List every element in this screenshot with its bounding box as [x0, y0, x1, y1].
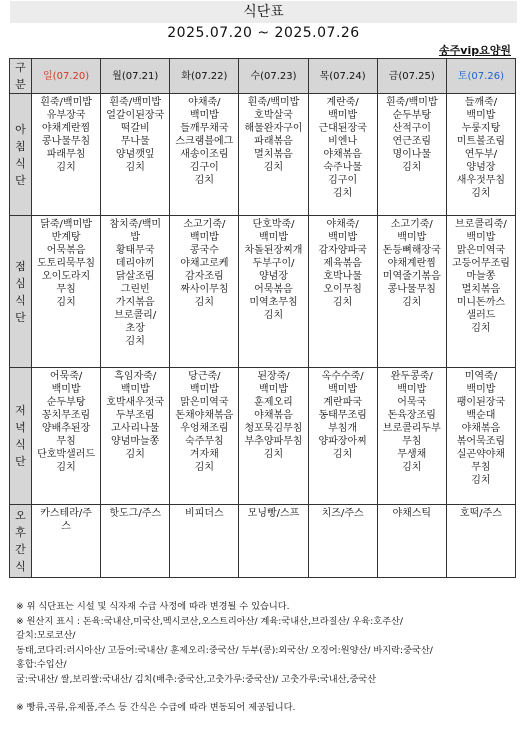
- menu-item: 당근죽/: [188, 371, 221, 382]
- menu-item: 김치: [125, 336, 145, 347]
- menu-item: 흰죽/백미밥: [247, 97, 300, 108]
- menu-item: 연두부/: [464, 149, 498, 160]
- menu-item: 비엔나: [328, 136, 358, 147]
- menu-item: 볶어묵조림: [456, 436, 506, 447]
- day-header-wed: [239, 59, 308, 94]
- menu-item: 데리야끼: [115, 258, 155, 269]
- menu-item: 브로콜리죽/: [455, 219, 507, 230]
- menu-item: 백미밥: [259, 232, 288, 243]
- menu-item: 닭죽/백미밥: [40, 219, 92, 230]
- menu-item: 미역줄기볶음: [382, 271, 441, 282]
- menu-cell: [32, 94, 101, 216]
- menu-cell: [239, 368, 308, 505]
- meal-row-label-char: 단: [15, 310, 26, 324]
- note-line: ※ 빵류,곡류,유제품,주스 등 간식은 수급에 따라 변동되어 제공됩니다.: [16, 702, 296, 713]
- menu-item: 숙주무침: [185, 436, 224, 447]
- note-line: ※ 원산지 표시 : 돈육:국내산,미국산,멕시코산,오스트리아산/ 계육:국내산,브라질산/ 우육:호주산/: [16, 615, 403, 627]
- menu-item: 황태무국: [115, 245, 155, 256]
- menu-item: 호박나물: [323, 271, 362, 282]
- menu-item: 스: [61, 521, 71, 532]
- menu-item: 김치: [471, 188, 491, 199]
- menu-item: 호박새우젓국: [106, 397, 165, 408]
- menu-item: 차돌된장찌개: [244, 245, 303, 256]
- menu-item: 단호박죽/: [252, 219, 295, 230]
- menu-item: 단호박샐러드: [37, 449, 96, 460]
- menu-item: 백미밥: [189, 232, 219, 243]
- menu-cell: [101, 505, 170, 578]
- meal-row-label: [10, 94, 32, 216]
- menu-item: 호박살국: [254, 110, 293, 121]
- menu-item: 멸치볶음: [461, 284, 501, 295]
- menu-item: 백미밥: [466, 384, 496, 395]
- menu-item: 무침: [471, 462, 491, 473]
- menu-item: 브로콜리두부: [382, 423, 441, 434]
- menu-item: 누룽지탕: [461, 123, 501, 134]
- menu-item: 김치: [125, 162, 145, 173]
- meal-row-label-char: 점: [15, 259, 26, 273]
- menu-item: 김치: [263, 449, 284, 460]
- menu-item: 야채볶음: [461, 423, 501, 434]
- menu-item: 콩나물무침: [41, 136, 91, 147]
- menu-item: 무생채: [397, 449, 427, 460]
- menu-item: 샐러드: [466, 310, 496, 321]
- meal-row-label: [10, 216, 32, 368]
- menu-item: 백미밥: [328, 110, 358, 121]
- note-line: ※ 위 식단표는 시설 및 식자재 수급 사정에 따라 변경될 수 있습니다.: [16, 601, 290, 612]
- menu-cell: [32, 368, 101, 505]
- menu-item: 반계탕: [51, 232, 81, 243]
- menu-item: 완두콩죽/: [390, 371, 433, 382]
- note-line: [16, 687, 516, 701]
- day-label: 일(07.20): [43, 70, 90, 82]
- menu-item: 근대된장국: [318, 123, 367, 134]
- menu-cell: [308, 505, 377, 578]
- menu-item: 김치: [402, 297, 422, 308]
- menu-item: 그린빈: [120, 284, 150, 295]
- menu-item: 양배추된장: [41, 423, 91, 434]
- menu-item: 미역초무침: [249, 297, 298, 308]
- menu-item: 훈제오리: [254, 397, 293, 408]
- menu-item: 무나물: [120, 136, 150, 147]
- meal-row-label-char: 녁: [15, 421, 26, 434]
- menu-item: 짜사이무침: [180, 284, 229, 295]
- menu-item: 백미밥: [466, 232, 496, 243]
- menu-item: 어묵죽/: [49, 371, 83, 382]
- menu-item: 양념마늘쫑: [111, 436, 160, 447]
- menu-item: 호떡/주스: [459, 508, 502, 519]
- date-range: 2025.07.20 ~ 2025.07.26: [167, 25, 360, 41]
- menu-item: 백미밥: [466, 110, 496, 121]
- meal-row-label-char: 단: [15, 455, 26, 468]
- menu-cell: [32, 505, 101, 578]
- menu-item: 야채죽/: [188, 97, 221, 108]
- menu-cell: [170, 368, 239, 505]
- menu-item: 가지볶음: [115, 297, 155, 308]
- menu-cell: [377, 368, 446, 505]
- meal-row-label-char: 식: [15, 293, 26, 307]
- menu-item: 김치: [471, 323, 491, 334]
- menu-item: 핫도그/주스: [109, 508, 162, 519]
- menu-item: 미트볼조림: [456, 136, 506, 147]
- menu-title: 식단표: [10, 1, 517, 23]
- menu-item: 계란죽/: [326, 97, 359, 108]
- meal-row-label-char: 아: [15, 122, 26, 136]
- day-header-sun: [32, 59, 101, 94]
- menu-item: 흰죽/백미밥: [385, 97, 438, 108]
- menu-item: 참치죽/백미: [109, 219, 162, 230]
- menu-item: 백미밥: [328, 384, 358, 395]
- menu-item: 마늘쫑: [466, 271, 496, 282]
- menu-item: 우엉채조림: [180, 423, 229, 434]
- menu-item: 백미밥: [120, 384, 150, 395]
- menu-item: 야채볶음: [254, 410, 293, 421]
- meal-row-label: [10, 505, 32, 578]
- menu-item: 고등어무조림: [451, 258, 510, 269]
- menu-item: 맑은미역국: [456, 245, 506, 256]
- menu-item: 밥: [130, 232, 141, 243]
- menu-item: 들깨무채국: [180, 123, 229, 134]
- meal-row-label-char: 심: [15, 276, 26, 290]
- menu-item: 김치: [194, 175, 215, 186]
- menu-item: 김치: [402, 462, 422, 473]
- menu-item: 브로콜리/: [114, 310, 157, 321]
- note-line: 굴:국내산/ 쌀,보리쌀:국내산/ 김치(배추:중국산,고춧가루:중국산)/ 고춧가루:국내산,중국산: [16, 673, 377, 685]
- menu-item: 돈육장조림: [387, 410, 436, 421]
- menu-item: 야채계란찜: [41, 123, 91, 134]
- menu-item: 백미밥: [328, 232, 358, 243]
- menu-cell: [446, 216, 515, 368]
- menu-item: 미역죽/: [464, 371, 498, 382]
- menu-cell: [239, 505, 308, 578]
- menu-item: 백미밥: [259, 384, 288, 395]
- menu-item: 된장죽/: [257, 371, 290, 382]
- note-line: 갈치:모로코산/: [16, 630, 76, 641]
- corner-label-line: 구: [15, 61, 26, 74]
- menu-item: 콩나물무침: [387, 284, 436, 295]
- menu-item: 해물완자구이: [244, 123, 303, 134]
- day-header-row: [10, 59, 516, 94]
- meal-row-label-char: 침: [15, 139, 26, 153]
- menu-item: 떡갈비: [120, 123, 150, 134]
- menu-item: 김치: [402, 162, 422, 173]
- menu-item: 부추양파무침: [244, 436, 303, 447]
- menu-item: 오이도라지: [41, 271, 91, 282]
- menu-item: 양파장아찌: [318, 436, 367, 447]
- menu-cell: [308, 94, 377, 216]
- day-header-tue: [170, 59, 239, 94]
- menu-cell: [101, 216, 170, 368]
- menu-item: 백미밥: [189, 384, 219, 395]
- facility-name: 송주vip요양원: [439, 44, 511, 57]
- menu-item: 야채죽/: [326, 219, 359, 230]
- menu-item: 오이무침: [323, 284, 362, 295]
- menu-item: 얼갈이된장국: [106, 110, 165, 121]
- meal-row-label-char: 단: [15, 173, 26, 187]
- menu-cell: [101, 94, 170, 216]
- menu-item: 맑은미역국: [180, 397, 229, 408]
- menu-item: 소고기죽/: [183, 219, 226, 230]
- menu-item: 김치: [332, 188, 353, 199]
- menu-item: 김치: [56, 462, 76, 473]
- note-line: 홍합:수입산/: [16, 659, 67, 670]
- day-label: 목(07.24): [319, 70, 366, 82]
- menu-item: 겨자채: [189, 449, 219, 460]
- menu-item: 김치: [56, 162, 76, 173]
- menu-item: 양념장: [259, 271, 288, 282]
- day-label: 화(07.22): [181, 70, 228, 82]
- meal-row-label-char: 후: [15, 526, 26, 539]
- menu-item: 양념깻잎: [115, 149, 155, 160]
- menu-item: 흑임자죽/: [114, 371, 157, 382]
- meal-row-label-char: 식: [15, 156, 26, 170]
- menu-item: 연근조림: [392, 136, 432, 147]
- menu-cell: [170, 94, 239, 216]
- menu-item: 백미밥: [51, 384, 81, 395]
- menu-item: 부침개: [328, 423, 358, 434]
- menu-item: 무침: [402, 436, 422, 447]
- menu-item: 흰죽/백미밥: [109, 97, 162, 108]
- menu-item: 파래볶음: [254, 136, 293, 147]
- menu-cell: [446, 94, 515, 216]
- menu-item: 산적구이: [392, 123, 432, 134]
- menu-item: 무침: [56, 436, 76, 447]
- menu-cell: [308, 368, 377, 505]
- day-label: 토(07.26): [457, 70, 504, 82]
- corner-label-line: 분: [15, 78, 26, 91]
- menu-item: 야채스틱: [392, 508, 432, 519]
- meal-row-label-char: 간: [15, 543, 26, 556]
- day-label: 수(07.23): [250, 70, 297, 82]
- menu-item: 김치: [56, 297, 76, 308]
- lunch-row: [10, 216, 516, 368]
- menu-cell: [170, 216, 239, 368]
- menu-item: 야채고로케: [180, 258, 229, 269]
- menu-item: 고사리나물: [111, 423, 160, 434]
- menu-cell: [170, 505, 239, 578]
- menu-item: 흰죽/백미밥: [40, 97, 92, 108]
- day-header-fri: [377, 59, 446, 94]
- menu-item: 어묵볶음: [46, 245, 86, 256]
- menu-item: 돈등뼈해장국: [382, 245, 441, 256]
- menu-item: 백미밥: [397, 384, 427, 395]
- menu-item: 순두부탕: [392, 110, 432, 121]
- note-line: 동태,코다리:러시아산/ 고등어:국내산/ 훈제오리:중국산/ 두부(콩):외국산/ 오징어:원양산/ 바지락:중국산/: [16, 644, 433, 656]
- dinner-row: [10, 368, 516, 505]
- menu-item: 멸치볶음: [254, 149, 293, 160]
- snack-row: [10, 505, 516, 578]
- menu-item: 꽁치무조림: [41, 410, 91, 421]
- menu-item: 제육볶음: [323, 258, 362, 269]
- day-header-sat: [446, 59, 515, 94]
- menu-item: 감자조림: [185, 271, 224, 282]
- meal-row-label-char: 오: [15, 509, 26, 522]
- day-header-thu: [308, 59, 377, 94]
- menu-item: 실곤약야채: [456, 449, 506, 460]
- menu-item: 백순대: [466, 410, 496, 421]
- menu-item: 무침: [56, 284, 76, 295]
- corner-header: [10, 59, 32, 94]
- menu-cell: [377, 505, 446, 578]
- menu-item: 초장: [125, 323, 145, 334]
- meal-table: [9, 58, 516, 578]
- menu-item: 팽이된장국: [456, 397, 506, 408]
- menu-item: 김치: [332, 449, 353, 460]
- menu-item: 백미밥: [189, 110, 219, 121]
- meal-table-body: [10, 94, 516, 578]
- menu-item: 백미밥: [397, 232, 427, 243]
- menu-item: 비피더스: [185, 508, 224, 519]
- menu-cell: [377, 216, 446, 368]
- menu-item: 새송이조림: [180, 149, 229, 160]
- menu-item: 청포묵김무침: [244, 423, 303, 434]
- menu-cell: [308, 216, 377, 368]
- menu-item: 들깨죽/: [464, 97, 498, 108]
- meal-row-label: [10, 368, 32, 505]
- menu-item: 김치: [263, 310, 284, 321]
- menu-cell: [446, 505, 515, 578]
- menu-item: 옥수수죽/: [321, 371, 364, 382]
- meal-row-label-char: 식: [15, 560, 26, 573]
- menu-item: 순두부탕: [46, 397, 86, 408]
- notes-section: [16, 600, 516, 716]
- menu-item: 명이나물: [392, 149, 432, 160]
- menu-item: 두부구이/: [252, 258, 295, 269]
- menu-item: 미니돈까스: [456, 297, 506, 308]
- menu-item: 김치: [125, 449, 145, 460]
- menu-item: 유부장국: [46, 110, 86, 121]
- day-label: 월(07.21): [112, 70, 159, 82]
- menu-item: 어묵볶음: [254, 284, 293, 295]
- menu-item: 김치: [471, 475, 491, 486]
- menu-item: 김치: [194, 462, 215, 473]
- menu-item: 모닝빵/스프: [247, 508, 300, 519]
- menu-cell: [32, 216, 101, 368]
- menu-item: 콩국수: [189, 245, 219, 256]
- menu-item: 동태무조림: [318, 410, 367, 421]
- menu-item: 야채볶음: [323, 149, 362, 160]
- menu-cell: [377, 94, 446, 216]
- menu-cell: [101, 368, 170, 505]
- menu-item: 김치: [263, 162, 284, 173]
- menu-item: 치즈/주스: [321, 508, 364, 519]
- menu-item: 김치: [332, 297, 353, 308]
- menu-item: 소고기죽/: [390, 219, 433, 230]
- menu-item: 카스테라/주: [40, 508, 92, 519]
- menu-item: 두부조림: [115, 410, 155, 421]
- meal-row-label-char: 식: [15, 438, 26, 451]
- menu-cell: [239, 216, 308, 368]
- menu-item: 감자양파국: [318, 245, 367, 256]
- menu-item: 파래무침: [46, 149, 86, 160]
- day-header-mon: [101, 59, 170, 94]
- menu-item: 닭살조림: [115, 271, 155, 282]
- menu-item: 어묵국: [397, 397, 427, 408]
- meal-row-label-char: 저: [15, 404, 26, 417]
- menu-item: 스크램블에그: [175, 136, 234, 147]
- menu-item: 돈채야채볶음: [175, 410, 234, 421]
- menu-item: 김치: [194, 297, 215, 308]
- menu-item: 김구이: [189, 162, 219, 173]
- breakfast-row: [10, 94, 516, 216]
- menu-item: 도토리묵무침: [37, 258, 96, 269]
- menu-item: 야채계란찜: [387, 258, 436, 269]
- menu-item: 숙주나물: [323, 162, 362, 173]
- menu-item: 새우젓무침: [456, 175, 506, 186]
- menu-item: 양념장: [466, 162, 496, 173]
- menu-item: 김구이: [328, 175, 358, 186]
- day-label: 금(07.25): [388, 70, 435, 82]
- menu-item: 계란파국: [323, 397, 362, 408]
- menu-cell: [239, 94, 308, 216]
- menu-cell: [446, 368, 515, 505]
